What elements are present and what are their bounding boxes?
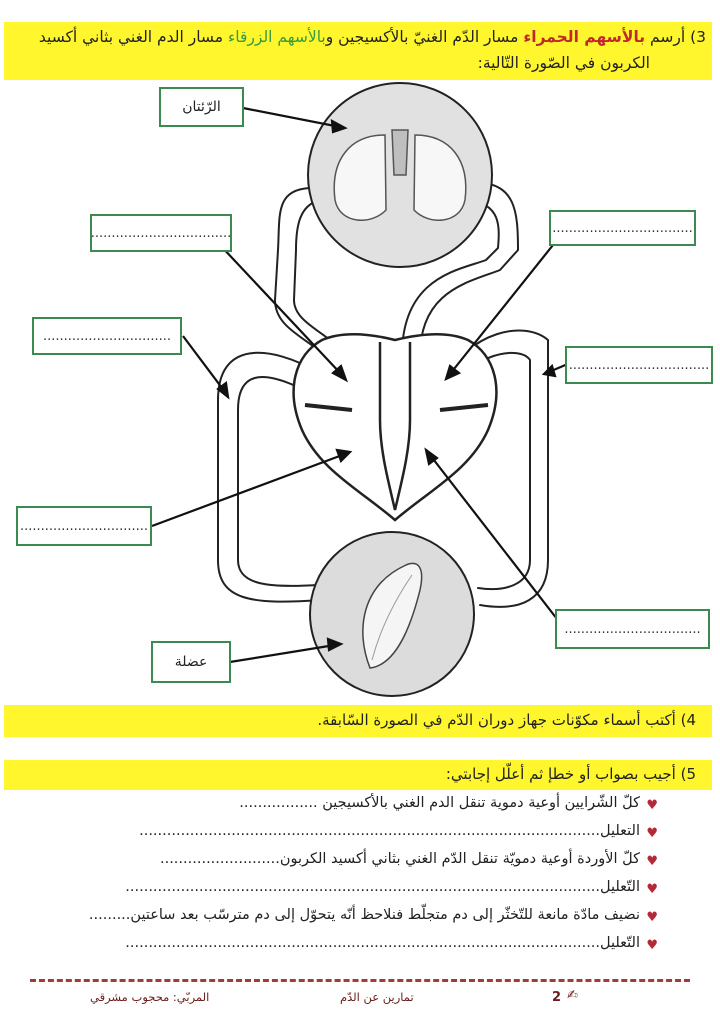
blank-dots-1: ..................................	[90, 225, 232, 241]
bullet-heart-2: ♥	[646, 826, 658, 841]
bullet-heart-3: ♥	[646, 854, 658, 869]
label-muscle	[151, 641, 231, 683]
blank-box-3[interactable]	[32, 317, 182, 355]
blank-dots-6: .................................	[564, 621, 701, 637]
q3-line1: 3) أرسم بالأسهم الحمراء مسار الدّم الغنيّ بالأكسيجين وبالأسهم الزرقاء مسار الدم الغني بثاني أكسيد	[38, 28, 706, 46]
footer-center: تمارين عن الدّم	[340, 990, 414, 1004]
blank-box-2[interactable]	[549, 210, 696, 246]
bullet-heart-4: ♥	[646, 882, 658, 897]
label-lungs-text: الرّئتان	[182, 99, 221, 115]
q5-item-5: نضيف مادّة مانعة للتّخثّر إلى دم متجلّط فنلاحظ أنّه يتحوّل إلى دم مترسّب بعد ساعتين.........	[88, 907, 640, 923]
blank-dots-5: ...............................	[19, 518, 149, 534]
q5-item-4: التّعليل.......................................................................................................	[125, 879, 640, 895]
blank-box-6[interactable]	[555, 609, 710, 649]
bullet-heart-6: ♥	[646, 938, 658, 953]
q5-item-1: كلّ الشّرايين أوعية دموية تنقل الدم الغني بالأكسيجين .................	[239, 795, 640, 811]
q5-title: 5) أجيب بصواب أو خطإ ثم أعلّل إجابتي:	[445, 765, 696, 783]
q5-item-6: التّعليل.......................................................................................................	[125, 935, 640, 951]
pen-icon: ✍	[567, 988, 578, 1003]
blank-box-5[interactable]	[16, 506, 152, 546]
q5-item-3: كلّ الأوردة أوعية دمويّة تنقل الدّم الغني بثاني أكسيد الكربون..........................	[159, 851, 640, 867]
q5-item-2: التعليل....................................................................................................	[139, 823, 640, 839]
blank-dots-3: ...............................	[42, 328, 172, 344]
blank-box-1[interactable]	[90, 214, 232, 252]
bullet-heart-5: ♥	[646, 910, 658, 925]
footer-page-number: 2	[552, 990, 562, 1005]
label-muscle-text: عضلة	[174, 654, 208, 670]
footer-teacher: المربّي: محجوب مشرقي	[90, 990, 210, 1004]
q4-text: 4) أكتب أسماء مكوّنات جهاز دوران الدّم في الصورة السّابقة.	[317, 711, 696, 729]
blank-dots-4: ..................................	[568, 357, 710, 373]
q3-line2: الكربون في الصّورة التّالية:	[477, 54, 650, 72]
footer-divider	[30, 979, 690, 982]
heart-outline	[294, 334, 497, 520]
bullet-heart-1: ♥	[646, 798, 658, 813]
blank-box-4[interactable]	[565, 346, 713, 384]
label-lungs	[159, 87, 244, 127]
blank-dots-2: ..................................	[552, 220, 693, 236]
